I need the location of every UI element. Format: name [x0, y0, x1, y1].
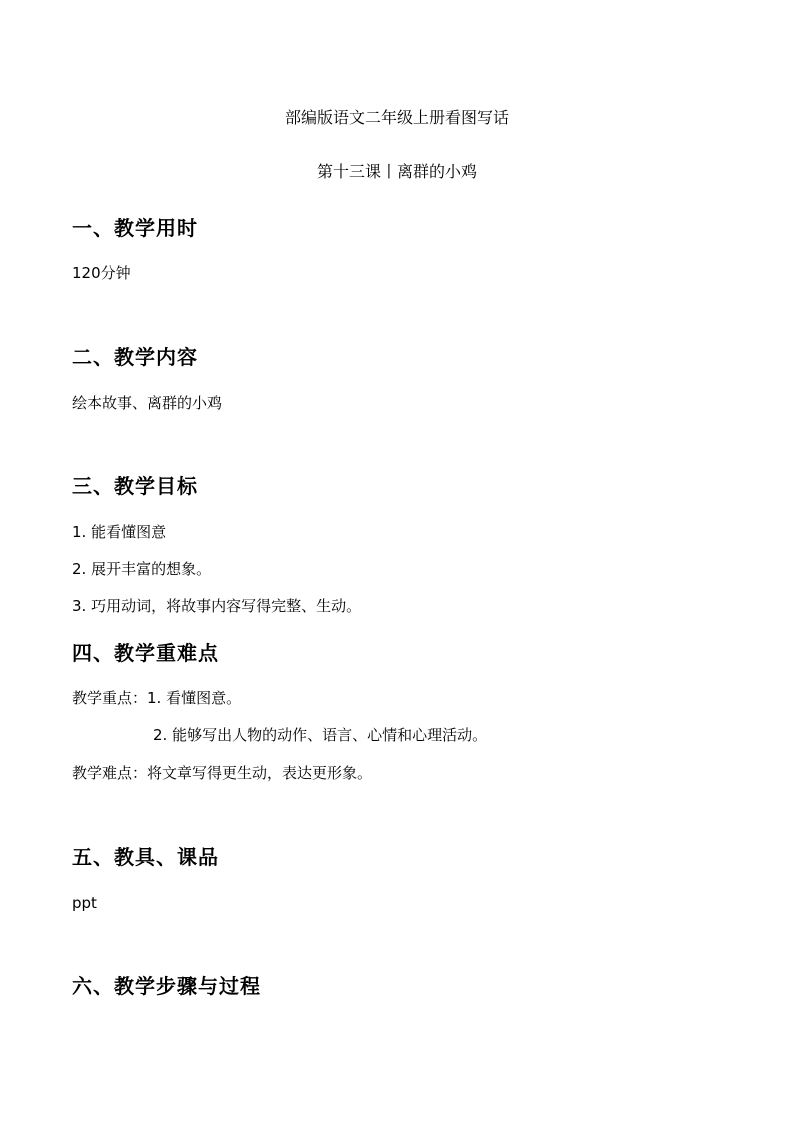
section-heading-steps: 六、教学步骤与过程 [72, 974, 261, 998]
section-heading-goals: 三、教学目标 [72, 474, 198, 498]
goal-item-3: 3. 巧用动词，将故事内容写得完整、生动。 [72, 597, 362, 615]
section-text-tools: ppt [72, 894, 97, 912]
key-point-line-2: 2. 能够写出人物的动作、语言、心情和心理活动。 [153, 726, 488, 744]
section-heading-content: 二、教学内容 [72, 345, 198, 369]
difficulty-line: 教学难点：将文章写得更生动，表达更形象。 [72, 764, 373, 782]
document-title: 部编版语文二年级上册看图写话 [284, 108, 509, 127]
goal-item-1: 1. 能看懂图意 [72, 523, 167, 541]
section-heading-tools: 五、教具、课品 [72, 845, 219, 869]
section-heading-key-points: 四、教学重难点 [72, 641, 219, 665]
section-text-content: 绘本故事、离群的小鸡 [72, 394, 223, 412]
document-subtitle: 第十三课丨离群的小鸡 [316, 162, 477, 181]
section-text-time: 120分钟 [72, 264, 131, 282]
goal-item-2: 2. 展开丰富的想象。 [72, 560, 212, 578]
key-point-line-1: 教学重点：1. 看懂图意。 [72, 689, 242, 707]
section-heading-time: 一、教学用时 [72, 216, 198, 240]
